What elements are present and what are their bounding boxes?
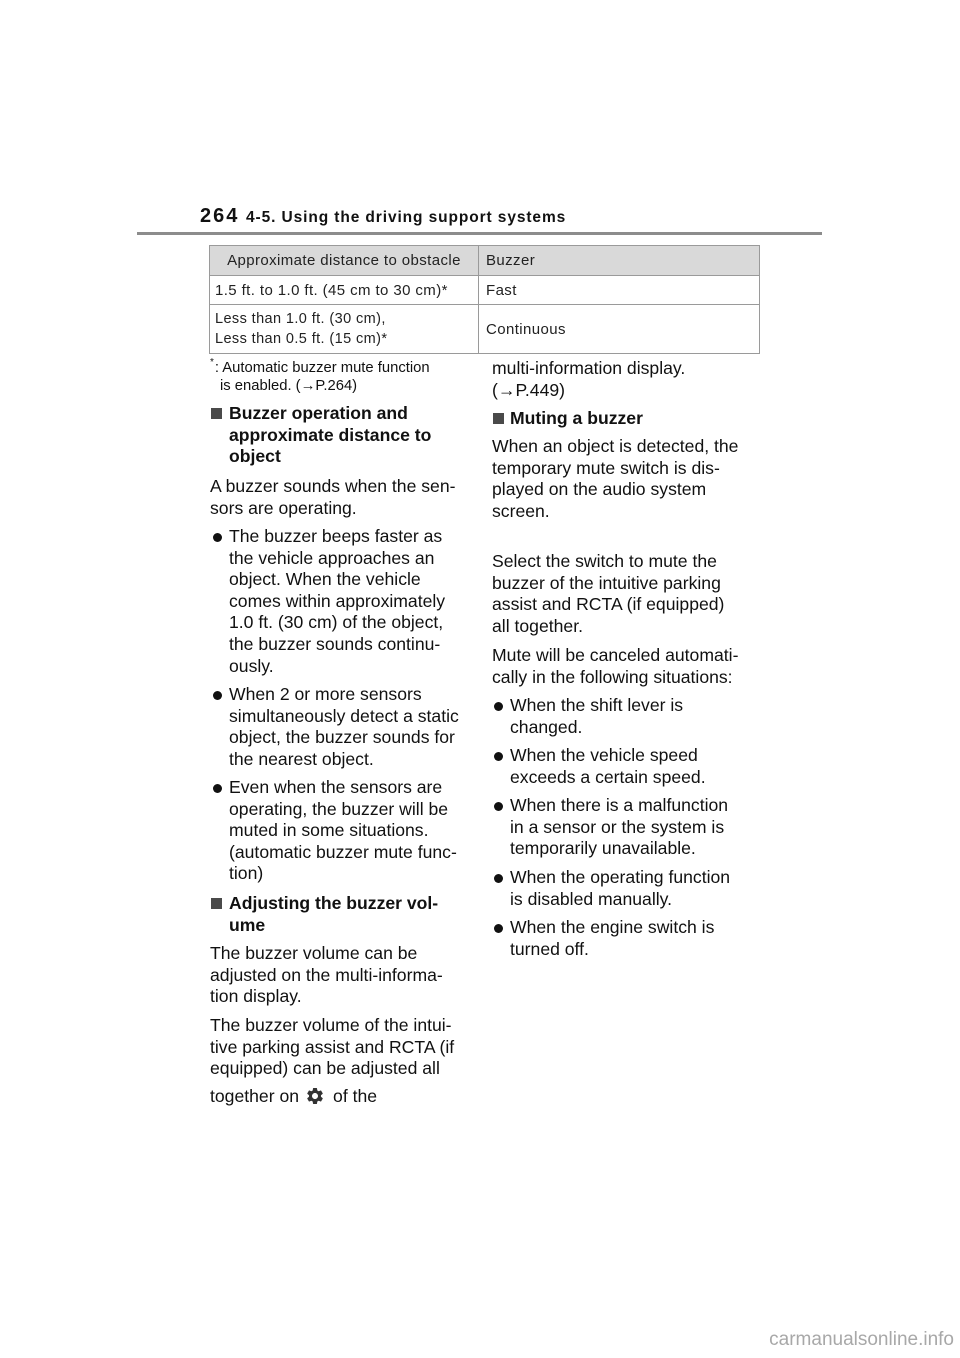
table-row [210,305,760,354]
page-number: 264 [200,205,240,227]
text-line: the vehicle approaches an [229,547,435,568]
gear-icon [305,1086,325,1106]
bullet-dot-icon [213,533,222,542]
text-line: Adjusting the buzzer vol- [229,893,439,913]
text-line: muted in some situations. [229,820,429,841]
paragraph-volume-display [210,943,443,1008]
text-line: changed. [510,716,583,737]
heading-adjusting-volume [210,893,438,936]
text-line: the nearest object. [229,748,374,769]
text-line: object [229,446,281,467]
table-header-row [210,246,760,276]
bullet-dot-icon [494,702,503,711]
text-line: When there is a malfunction [510,795,729,815]
list-item [492,795,728,860]
text-line: temporary mute switch is dis- [492,457,720,478]
section-title: 4-5. Using the driving support systems [246,209,567,226]
text-line: turned off. [510,938,589,959]
text-line: The buzzer volume of the intui- [210,1015,452,1035]
text-before-icon: together on [210,1086,300,1106]
paragraph-buzzer-sounds [210,476,456,519]
text-line: temporarily unavailable. [510,838,696,859]
bullet-dot-icon [494,874,503,883]
bullet-dot-icon [213,691,222,700]
text-line: When the shift lever is [510,695,684,715]
paragraph-select-switch [492,551,724,637]
text-line: object, the buzzer sounds for [229,727,455,748]
text-line: The buzzer volume can be [210,943,418,963]
text-line: assist and RCTA (if equipped) [492,594,725,615]
list-item [210,777,457,885]
list-item [492,745,706,788]
list-item [492,917,714,960]
text-line: tion) [229,863,264,884]
text-line: A buzzer sounds when the sen- [210,476,456,496]
paragraph-mute-canceled [492,645,738,688]
text-line: exceeds a certain speed. [510,766,706,787]
text-line: When an object is detected, the [492,436,739,456]
list-item [210,684,459,770]
text-line: sors are operating. [210,497,357,518]
text-after-icon: of the [333,1086,378,1106]
text-line: Less than 1.0 ft. (30 cm), [215,311,386,327]
square-bullet-icon [211,408,222,419]
distance-cell [210,305,479,354]
text-line: buzzer of the intuitive parking [492,572,721,593]
text-line: the buzzer sounds continu- [229,633,441,654]
text-line: equipped) can be adjusted all [210,1058,440,1079]
text-line: cally in the following situations: [492,666,733,687]
list-item [210,526,445,677]
paragraph-volume-settings [210,1086,377,1108]
heading-muting-buzzer [492,408,643,430]
list-item [492,867,730,910]
text-line: comes within approximately [229,590,446,611]
text-line: Select the switch to mute the [492,551,717,571]
distance-buzzer-table [209,245,760,354]
paragraph-volume-parking-assist [210,1015,454,1080]
text-line: ously. [229,655,274,676]
text-line: Muting a buzzer [510,408,643,428]
footnote-text: : Automatic buzzer mute function [214,360,430,376]
text-line: Less than 0.5 ft. (15 cm)* [215,331,388,347]
text-line: Buzzer operation and [229,403,408,423]
text-line: (→P.449) [492,379,566,400]
bullet-dot-icon [494,802,503,811]
table-row [210,276,760,305]
paragraph-continued [492,358,685,401]
watermark: carmanualsonline.info [769,1329,954,1350]
list-item [492,695,683,738]
text-line: (automatic buzzer mute func- [229,841,457,862]
text-line: tion display. [210,986,302,1007]
text-line: approximate distance to [229,424,432,445]
footnote-marker: * [210,357,214,368]
footnote-text: is enabled. (→P.264) [220,378,358,394]
square-bullet-icon [493,413,504,424]
text-line: played on the audio system [492,479,707,500]
text-line: When the engine switch is [510,917,715,937]
text-line: 1.5 ft. to 1.0 ft. (45 cm to 30 cm)* [215,281,448,299]
text-line: all together. [492,615,583,636]
header-rule [137,232,822,235]
bullet-dot-icon [494,752,503,761]
text-line: is disabled manually. [510,888,673,909]
text-line: in a sensor or the system is [510,816,725,837]
text-line: Even when the sensors are [229,777,443,797]
footnote-line [210,359,430,377]
bullet-dot-icon [213,784,222,793]
bullet-dot-icon [494,924,503,933]
text-line: ume [229,914,266,935]
square-bullet-icon [211,898,222,909]
buzzer-cell: Continuous [479,305,760,354]
text-line: adjusted on the multi-informa- [210,964,443,985]
text-line: multi-information display. [492,358,686,378]
text-line: 1.0 ft. (30 cm) of the object, [229,612,444,633]
text-line: Mute will be canceled automati- [492,645,739,665]
text-line: When 2 or more sensors [229,684,422,704]
text-line: simultaneously detect a static [229,705,459,726]
text-line: screen. [492,500,550,521]
text-line: operating, the buzzer will be [229,798,449,819]
text-line: object. When the vehicle [229,569,421,590]
buzzer-cell: Fast [479,276,760,305]
table-footnote [210,359,430,395]
distance-cell [210,276,479,305]
column-header-distance: Approximate distance to obstacle [210,246,479,276]
heading-buzzer-operation [210,403,431,468]
paragraph-object-detected [492,436,738,522]
text-line [210,1086,377,1108]
text-line: When the vehicle speed [510,745,698,765]
text-line: The buzzer beeps faster as [229,526,443,546]
text-line: When the operating function [510,867,731,887]
text-line: tive parking assist and RCTA (if [210,1036,455,1057]
column-header-buzzer: Buzzer [479,246,760,276]
